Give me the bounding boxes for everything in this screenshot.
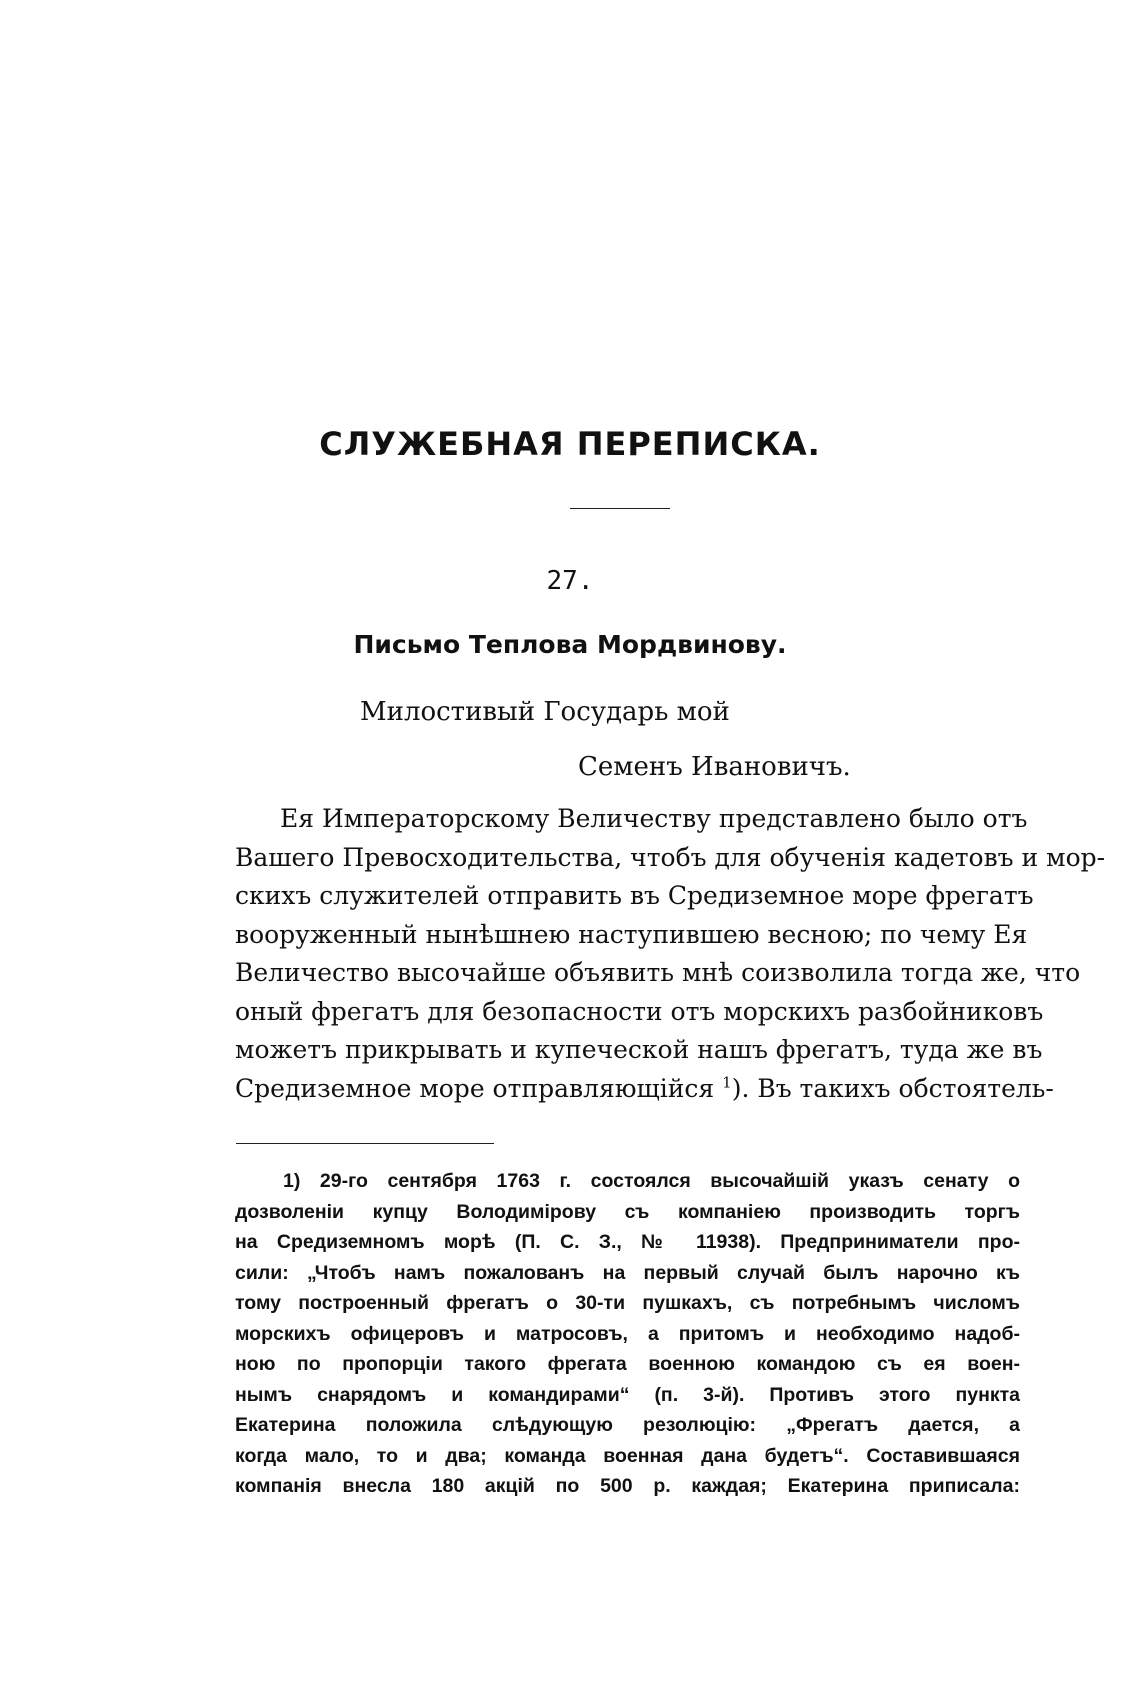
body-line-part: Средиземное море отправляющійся xyxy=(235,1073,715,1103)
letter-body xyxy=(235,800,1106,1108)
document-number: 27. xyxy=(546,566,594,596)
footnote-line: компанія внесла 180 акцій по 500 р. каждая; Екатерина приписала: xyxy=(235,1475,1020,1497)
body-line: Вашего Превосходительства, чтобъ для обученія кадетовъ и мор- xyxy=(235,842,1106,872)
body-line: вооруженный нынѣшнею наступившею весною; по чему Ея xyxy=(235,919,1028,949)
body-line: скихъ служителей отправить въ Средиземное море фрегатъ xyxy=(235,881,1034,910)
footnote-line: нымъ снарядомъ и командирами“ (п. 3-й). Противъ этого пункта xyxy=(235,1383,1020,1406)
body-line: Величество высочайше объявить мнѣ соизволила тогда же, что xyxy=(235,958,1081,987)
footnote-line: дозволеніи купцу Володимірову съ компаніею производить торгъ xyxy=(235,1200,1020,1223)
footnote xyxy=(235,1166,1020,1502)
footnote-reference-marker: 1 xyxy=(722,1073,732,1092)
footnote-line: 1) 29-го сентября 1763 г. состоялся высочайшій указъ сенату о xyxy=(283,1170,1020,1192)
title-divider xyxy=(570,508,670,509)
salutation-line-2: Семенъ Ивановичъ. xyxy=(578,752,851,782)
document-heading: Письмо Теплова Мордвинову. xyxy=(353,630,787,659)
body-line: Ея Императорскому Величеству представлено было отъ xyxy=(280,804,1028,833)
body-line: можетъ прикрывать и купеческой нашъ фрегатъ, туда же въ xyxy=(235,1035,1043,1064)
footnote-line: когда мало, то и два; команда военная дана будетъ“. Составившаяся xyxy=(235,1444,1020,1467)
footnote-line: Екатерина положила слѣдующую резолюцію: „Фрегатъ дается, а xyxy=(235,1414,1020,1436)
section-title: СЛУЖЕБНАЯ ПЕРЕПИСКА. xyxy=(319,425,821,463)
footnote-line: ною по пропорціи такого фрегата военною командою съ ея воен- xyxy=(235,1353,1020,1375)
body-line: оный фрегатъ для безопасности отъ морскихъ разбойниковъ xyxy=(235,996,1044,1026)
footnote-line: на Средиземномъ морѣ (П. С. З., № 11938). Предприниматели про- xyxy=(235,1231,1020,1253)
salutation-line-1: Милостивый Государь мой xyxy=(360,697,730,727)
footnote-line: морскихъ офицеровъ и матросовъ, а притомъ и необходимо надоб- xyxy=(235,1322,1020,1345)
body-line-last xyxy=(235,1070,1054,1109)
footnote-divider xyxy=(236,1143,494,1144)
footnote-line: тому построенный фрегатъ о 30-ти пушкахъ, съ потребнымъ числомъ xyxy=(235,1292,1020,1314)
body-line-part: ). Въ такихъ обстоятель- xyxy=(731,1073,1054,1103)
footnote-line: сили: „Чтобъ намъ пожалованъ на первый случай былъ нарочно къ xyxy=(235,1261,1020,1284)
